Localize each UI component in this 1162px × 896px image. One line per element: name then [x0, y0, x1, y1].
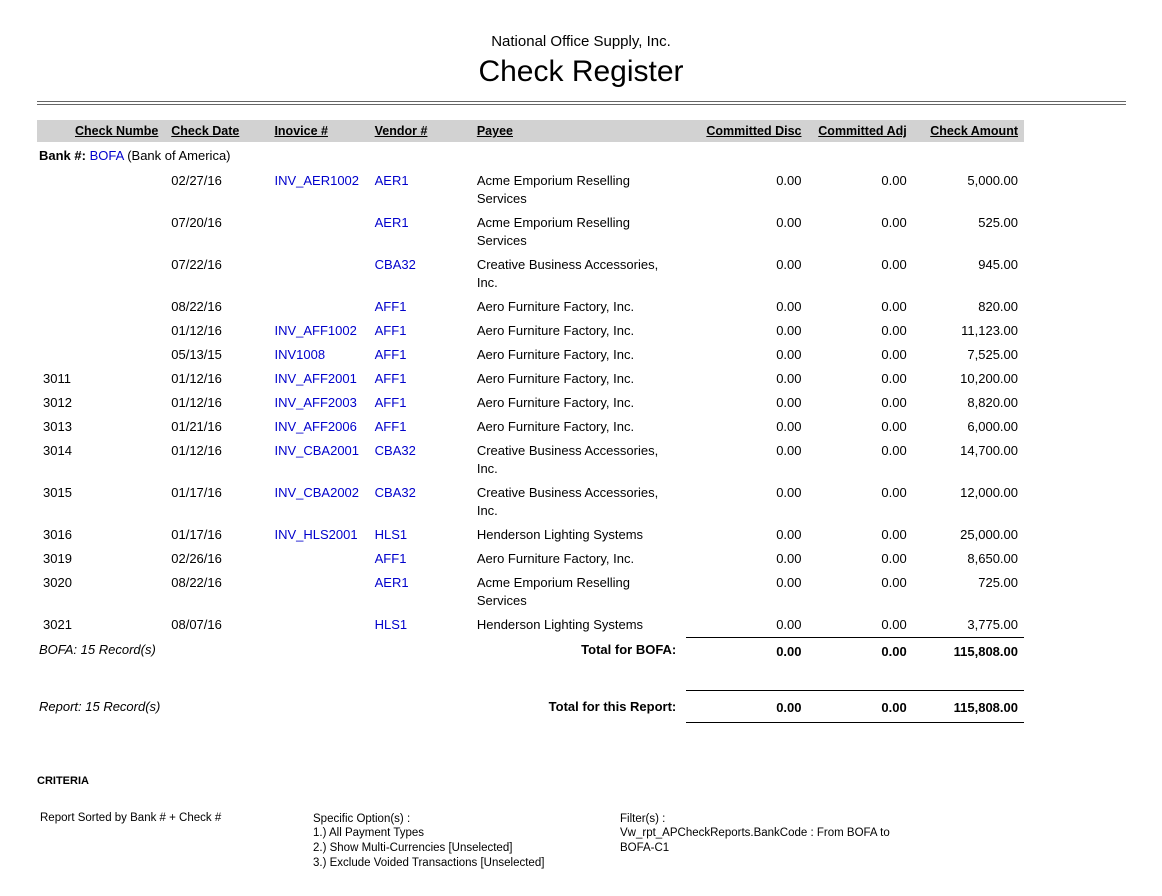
committed-disc-cell: 0.00	[776, 299, 802, 314]
invoice-link	[268, 547, 368, 571]
payee-cell: Creative Business Accessories, Inc.	[476, 257, 659, 290]
committed-adj-cell: 0.00	[881, 617, 907, 632]
col-header-check-amount: Check Amount	[913, 120, 1024, 142]
group-total-label: Total for BOFA:	[581, 641, 677, 657]
payee-cell: Aero Furniture Factory, Inc.	[476, 395, 635, 410]
table-row	[37, 253, 1024, 295]
criteria-filters	[620, 812, 920, 871]
invoice-link[interactable]: INV_AFF1002	[274, 323, 357, 338]
report-title: Check Register	[478, 55, 684, 88]
check-number-cell: 3021	[43, 617, 72, 632]
invoice-link	[268, 295, 368, 319]
vendor-link[interactable]: CBA32	[374, 257, 416, 272]
check-number-cell: 3015	[43, 485, 72, 500]
check-amount-cell: 3,775.00	[967, 617, 1018, 632]
report-total-committed-disc: 0.00	[686, 690, 807, 722]
group-record-count: BOFA: 15 Record(s)	[39, 641, 156, 657]
check-number-cell: 3012	[43, 395, 72, 410]
committed-disc-cell: 0.00	[776, 551, 802, 566]
check-date-cell: 08/22/16	[171, 299, 222, 314]
check-number-cell	[37, 253, 165, 295]
committed-adj-cell: 0.00	[881, 395, 907, 410]
vendor-link[interactable]: AFF1	[374, 419, 407, 434]
check-date-cell: 07/20/16	[171, 215, 222, 230]
check-amount-cell: 820.00	[978, 299, 1018, 314]
group-total-check-amount: 115,808.00	[913, 638, 1024, 665]
table-row	[37, 481, 1024, 523]
committed-adj-cell: 0.00	[881, 173, 907, 188]
check-amount-cell: 8,650.00	[967, 551, 1018, 566]
totals-spacer	[37, 664, 1024, 690]
table-row	[37, 613, 1024, 638]
invoice-link	[268, 571, 368, 613]
payee-cell: Aero Furniture Factory, Inc.	[476, 551, 635, 566]
col-header-check-date: Check Date	[165, 120, 268, 142]
payee-cell: Henderson Lighting Systems	[476, 527, 644, 542]
check-date-cell: 01/12/16	[171, 371, 222, 386]
payee-cell: Aero Furniture Factory, Inc.	[476, 371, 635, 386]
committed-disc-cell: 0.00	[776, 215, 802, 230]
check-number-cell	[37, 295, 165, 319]
specific-option-item: 2.) Show Multi-Currencies [Unselected]	[313, 841, 513, 854]
invoice-link	[268, 253, 368, 295]
check-number-cell	[37, 343, 165, 367]
check-amount-cell: 525.00	[978, 215, 1018, 230]
invoice-link[interactable]: INV_AFF2003	[274, 395, 357, 410]
vendor-link[interactable]: AER1	[374, 575, 409, 590]
committed-disc-cell: 0.00	[776, 257, 802, 272]
table-row	[37, 547, 1024, 571]
vendor-link[interactable]: HLS1	[374, 527, 408, 542]
committed-disc-cell: 0.00	[776, 323, 802, 338]
invoice-link[interactable]: INV_AFF2001	[274, 371, 357, 386]
vendor-link[interactable]: AFF1	[374, 551, 407, 566]
table-row	[37, 391, 1024, 415]
check-date-cell: 01/12/16	[171, 443, 222, 458]
col-header-committed-disc: Committed Disc	[686, 120, 807, 142]
invoice-link[interactable]: INV1008	[274, 347, 326, 362]
check-amount-cell: 11,123.00	[961, 323, 1018, 338]
col-header-invoice: Inovice #	[268, 120, 368, 142]
criteria-section	[37, 775, 1162, 871]
check-date-cell: 05/13/15	[171, 347, 222, 362]
criteria-sort-order: Report Sorted by Bank # + Check #	[40, 811, 222, 824]
bank-group-header	[37, 142, 1024, 169]
committed-disc-cell: 0.00	[776, 395, 802, 410]
table-row	[37, 415, 1024, 439]
committed-adj-cell: 0.00	[881, 347, 907, 362]
report-total-label: Total for this Report:	[548, 699, 677, 714]
committed-disc-cell: 0.00	[776, 485, 802, 500]
vendor-link[interactable]: AER1	[374, 173, 409, 188]
committed-adj-cell: 0.00	[881, 299, 907, 314]
check-date-cell: 08/22/16	[171, 575, 222, 590]
check-amount-cell: 6,000.00	[967, 419, 1018, 434]
title-divider	[37, 101, 1126, 105]
check-date-cell: 02/26/16	[171, 551, 222, 566]
table-row	[37, 211, 1024, 253]
check-date-cell: 01/12/16	[171, 395, 222, 410]
report-total-committed-adj: 0.00	[808, 690, 913, 722]
table-row	[37, 319, 1024, 343]
committed-disc-cell: 0.00	[776, 527, 802, 542]
payee-cell: Acme Emporium Reselling Services	[476, 575, 631, 608]
check-amount-cell: 7,525.00	[967, 347, 1018, 362]
committed-adj-cell: 0.00	[881, 575, 907, 590]
check-date-cell: 07/22/16	[171, 257, 222, 272]
table-row	[37, 343, 1024, 367]
committed-disc-cell: 0.00	[776, 617, 802, 632]
specific-option-item: 3.) Exclude Voided Transactions [Unselected]	[313, 856, 545, 869]
committed-disc-cell: 0.00	[776, 419, 802, 434]
check-number-cell: 3011	[43, 371, 71, 386]
invoice-link	[268, 613, 368, 638]
check-amount-cell: 945.00	[978, 257, 1018, 272]
table-row	[37, 571, 1024, 613]
check-date-cell: 01/17/16	[171, 485, 222, 500]
table-row	[37, 367, 1024, 391]
vendor-link[interactable]: HLS1	[374, 617, 408, 632]
invoice-link[interactable]: INV_AFF2006	[274, 419, 357, 434]
payee-cell: Henderson Lighting Systems	[476, 617, 644, 632]
committed-adj-cell: 0.00	[881, 257, 907, 272]
check-amount-cell: 8,820.00	[967, 395, 1018, 410]
invoice-link[interactable]: INV_HLS2001	[274, 527, 358, 542]
payee-cell: Aero Furniture Factory, Inc.	[476, 299, 635, 314]
bank-code-link[interactable]: BOFA	[89, 148, 124, 163]
check-date-cell: 01/21/16	[171, 419, 222, 434]
check-register-table	[37, 120, 1024, 723]
table-row	[37, 295, 1024, 319]
check-date-cell: 01/17/16	[171, 527, 222, 542]
payee-cell: Acme Emporium Reselling Services	[476, 173, 631, 206]
check-number-cell: 3014	[43, 443, 72, 458]
committed-adj-cell: 0.00	[881, 215, 907, 230]
committed-adj-cell: 0.00	[881, 551, 907, 566]
check-number-cell	[37, 169, 165, 211]
col-header-check-number: Check Numbe	[37, 120, 165, 142]
col-header-committed-adj: Committed Adj	[808, 120, 913, 142]
criteria-specific-options	[313, 812, 620, 871]
criteria-heading: CRITERIA	[37, 774, 89, 787]
committed-adj-cell: 0.00	[881, 419, 907, 434]
committed-disc-cell: 0.00	[776, 371, 802, 386]
check-number-cell: 3020	[43, 575, 72, 590]
table-row	[37, 439, 1024, 481]
committed-adj-cell: 0.00	[881, 485, 907, 500]
vendor-link[interactable]: CBA32	[374, 485, 416, 500]
report-record-count: Report: 15 Record(s)	[39, 699, 161, 714]
check-amount-cell: 14,700.00	[960, 443, 1018, 458]
check-date-cell: 02/27/16	[171, 173, 222, 188]
report-total-row	[37, 690, 1024, 722]
payee-cell: Aero Furniture Factory, Inc.	[476, 323, 635, 338]
committed-adj-cell: 0.00	[881, 371, 907, 386]
check-number-cell: 3019	[43, 551, 72, 566]
table-header-row	[37, 120, 1024, 142]
committed-adj-cell: 0.00	[881, 443, 907, 458]
payee-cell: Aero Furniture Factory, Inc.	[476, 347, 635, 362]
check-date-cell: 01/12/16	[171, 323, 222, 338]
committed-adj-cell: 0.00	[881, 323, 907, 338]
check-number-cell	[37, 211, 165, 253]
committed-disc-cell: 0.00	[776, 173, 802, 188]
vendor-link[interactable]: AFF1	[374, 347, 407, 362]
payee-cell: Acme Emporium Reselling Services	[476, 215, 631, 248]
invoice-link	[268, 211, 368, 253]
vendor-link[interactable]: AFF1	[374, 299, 407, 314]
vendor-link[interactable]: AFF1	[374, 371, 407, 386]
group-total-committed-adj: 0.00	[808, 638, 913, 665]
invoice-link[interactable]: INV_CBA2002	[274, 485, 360, 500]
committed-disc-cell: 0.00	[776, 443, 802, 458]
check-amount-cell: 725.00	[978, 575, 1018, 590]
group-total-row	[37, 638, 1024, 665]
group-total-committed-disc: 0.00	[686, 638, 807, 665]
bank-number-label: Bank #:	[39, 148, 86, 163]
check-amount-cell: 10,200.00	[960, 371, 1018, 386]
check-amount-cell: 12,000.00	[960, 485, 1018, 500]
vendor-link[interactable]: AER1	[374, 215, 409, 230]
table-row	[37, 169, 1024, 211]
col-header-vendor: Vendor #	[369, 120, 471, 142]
check-number-cell: 3013	[43, 419, 72, 434]
filter-line: BOFA-C1	[620, 841, 670, 854]
table-row	[37, 523, 1024, 547]
check-amount-cell: 5,000.00	[967, 173, 1018, 188]
check-date-cell: 08/07/16	[171, 617, 222, 632]
specific-options-label: Specific Option(s) :	[313, 812, 411, 825]
check-number-cell	[37, 319, 165, 343]
vendor-link[interactable]: CBA32	[374, 443, 416, 458]
col-header-payee: Payee	[471, 120, 686, 142]
specific-option-item: 1.) All Payment Types	[313, 827, 425, 840]
payee-cell: Creative Business Accessories, Inc.	[476, 485, 659, 518]
payee-cell: Aero Furniture Factory, Inc.	[476, 419, 635, 434]
company-name: National Office Supply, Inc.	[491, 33, 671, 50]
vendor-link[interactable]: AFF1	[374, 323, 407, 338]
vendor-link[interactable]: AFF1	[374, 395, 407, 410]
filters-label: Filter(s) :	[620, 812, 666, 825]
check-number-cell: 3016	[43, 527, 72, 542]
filter-line: Vw_rpt_APCheckReports.BankCode : From BOFA to	[620, 827, 890, 840]
committed-adj-cell: 0.00	[881, 527, 907, 542]
payee-cell: Creative Business Accessories, Inc.	[476, 443, 659, 476]
committed-disc-cell: 0.00	[776, 575, 802, 590]
invoice-link[interactable]: INV_AER1002	[274, 173, 360, 188]
invoice-link[interactable]: INV_CBA2001	[274, 443, 360, 458]
check-amount-cell: 25,000.00	[960, 527, 1018, 542]
bank-name: (Bank of America)	[127, 148, 231, 163]
committed-disc-cell: 0.00	[776, 347, 802, 362]
report-total-check-amount: 115,808.00	[913, 690, 1024, 722]
